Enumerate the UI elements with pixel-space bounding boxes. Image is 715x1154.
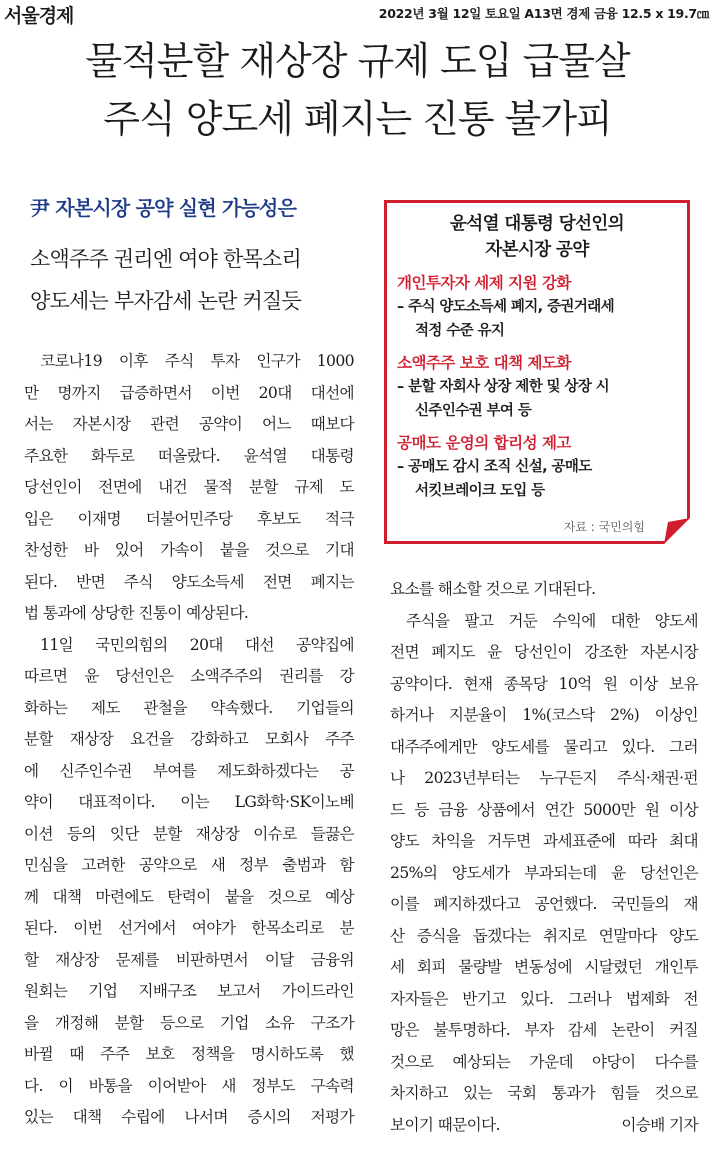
byline: 이승배 기자: [621, 1115, 698, 1134]
body-line: 대주주에게만 양도세를 물리고 있다. 그러: [390, 737, 698, 756]
body-line: 주식을 팔고 거둔 수익에 대한 양도세: [406, 611, 698, 630]
body-line: 께 대책 마련에도 탄력이 붙을 것으로 예상: [24, 887, 354, 906]
body-line: 11일 국민의힘의 20대 대선 공약집에: [40, 635, 354, 654]
pledge-box-title-line-1: 윤석열 대통령 당선인의: [449, 214, 625, 234]
body-line: 서는 자본시장 관련 공약이 어느 때보다: [24, 415, 354, 433]
headline: [0, 32, 715, 148]
body-line: 있는 대책 수립에 나서며 증시의 저평가: [24, 1108, 354, 1126]
body-line: 화하는 제도 관철을 약속했다. 기업들의: [24, 698, 354, 717]
body-line: 보이기 때문이다.: [390, 1115, 500, 1134]
body-line: 에 신주인수권 부여를 제도화하겠다는 공: [24, 761, 354, 780]
body-line: 것으로 예상되는 가운데 야당이 다수를: [390, 1052, 698, 1071]
headline-line-1: 물적분할 재상장 규제 도입 급물살: [85, 39, 630, 83]
body-line: 하거나 지분율이 1%(코스닥 2%) 이상인: [390, 706, 698, 724]
body-line: 망은 불투명하다. 부자 감세 논란이 커질: [390, 1021, 698, 1039]
body-line: 찬성한 바 있어 가속이 붙을 것으로 기대: [24, 541, 354, 559]
subhead-line-2: 양도세는 부자감세 논란 커질듯: [30, 289, 301, 313]
masthead: [0, 0, 715, 26]
body-line: 주요한 화두로 떠올랐다. 윤석열 대통령: [24, 446, 354, 465]
pledge-item-line: – 주식 양도소득세 폐지, 증권거래세: [397, 299, 615, 315]
newspaper-name: 서울경제: [4, 5, 74, 27]
article-column-right: [390, 574, 698, 1141]
body-line: 요소를 해소할 것으로 기대된다.: [390, 580, 596, 598]
pledge-box-title-line-2: 자본시장 공약: [485, 240, 589, 260]
subhead-line-1: 소액주주 권리엔 여야 한목소리: [30, 247, 301, 271]
dateline: 2022년 3월 12일 토요일 A13면 경제 금융 12.5 x 19.7㎝: [378, 6, 709, 21]
pledge-item: [397, 375, 687, 423]
body-line: 세 회피 물량발 변동성에 시달렸던 개인투: [390, 958, 698, 976]
body-line: 이션 등의 잇단 분할 재상장 이슈로 들끓은: [24, 824, 354, 843]
pledge-item: [397, 295, 687, 343]
body-line: 분할 재상장 요건을 강화하고 모회사 주주: [24, 730, 354, 748]
body-line: 양도 차익을 거두면 과세표준에 따라 최대: [390, 832, 698, 850]
body-line: 만 명까지 급증하면서 이번 20대 대선에: [24, 383, 354, 402]
pledge-section-heading: 개인투자자 세제 지원 강화: [397, 274, 571, 292]
page-curl-icon: [664, 518, 690, 544]
kicker: 尹 자본시장 공약 실현 가능성은: [30, 196, 297, 220]
subheadline: [30, 238, 370, 322]
pledge-box-title: [387, 211, 687, 263]
body-line: 된다. 이번 선거에서 여야가 한목소리로 분: [24, 919, 354, 937]
body-line: 산 증식을 돕겠다는 취지로 연말마다 양도: [390, 926, 698, 945]
body-line: 할 재상장 문제를 비판하면서 이달 금융위: [24, 950, 354, 969]
pledge-section: [387, 351, 687, 423]
body-line: 입은 이재명 더불어민주당 후보도 적극: [24, 509, 354, 528]
body-line: 자자들은 반기고 있다. 그러나 법제화 전: [390, 989, 698, 1008]
pledge-item-line: – 분할 자회사 상장 제한 및 상장 시: [397, 379, 610, 395]
headline-line-2: 주식 양도세 폐지는 진통 불가피: [103, 97, 612, 141]
body-line: 원회는 기업 지배구조 보고서 가이드라인: [24, 982, 354, 1000]
body-line: 따르면 윤 당선인은 소액주주의 권리를 강: [24, 667, 354, 685]
body-line: 을 개정해 분할 등으로 기업 소유 구조가: [24, 1013, 354, 1032]
pledge-item-line: – 공매도 감시 조직 신설, 공매도: [397, 459, 592, 475]
body-line: 나 2023년부터는 누구든지 주식·채권·펀: [390, 769, 698, 787]
body-line: 공약이다. 현재 종목당 10억 원 이상 보유: [390, 674, 698, 693]
pledge-box: [384, 200, 690, 544]
body-line: 25%의 양도세가 부과되는데 윤 당선인은: [390, 863, 698, 882]
body-line: 된다. 반면 주식 양도소득세 전면 폐지는: [24, 572, 354, 591]
pledge-item: [397, 455, 687, 503]
article-column-left: [24, 346, 354, 1134]
last-line-with-byline: [390, 1110, 698, 1142]
body-line: 바뀔 때 주주 보호 정책을 명시하도록 했: [24, 1045, 354, 1063]
body-line: 이를 폐지하겠다고 공언했다. 국민들의 재: [390, 895, 698, 913]
pledge-section: [387, 431, 687, 503]
body-line: 차지하고 있는 국회 통과가 힘들 것으로: [390, 1084, 698, 1102]
pledge-section-heading: 공매도 운영의 합리성 제고: [397, 434, 571, 452]
body-line: 법 통과에 상당한 진통이 예상된다.: [24, 604, 249, 622]
body-line: 약이 대표적이다. 이는 LG화학·SK이노베: [24, 793, 354, 811]
pledge-section-heading: 소액주주 보호 대책 제도화: [397, 354, 571, 372]
pledge-item-line: 적정 수준 유지: [415, 323, 505, 339]
pledge-section: [387, 271, 687, 343]
body-line: 코로나19 이후 주식 투자 인구가 1000: [40, 352, 354, 370]
body-line: 드 등 금융 상품에서 연간 5000만 원 이상: [390, 800, 698, 819]
pledge-item-line: 신주인수권 부여 등: [415, 403, 532, 419]
body-line: 전면 폐지도 윤 당선인이 강조한 자본시장: [390, 643, 698, 661]
body-line: 당선인이 전면에 내건 물적 분할 규제 도: [24, 478, 354, 496]
body-line: 민심을 고려한 공약으로 새 정부 출범과 함: [24, 856, 354, 874]
pledge-item-line: 서킷브레이크 도입 등: [415, 483, 545, 499]
body-line: 다. 이 바통을 이어받아 새 정부도 구속력: [24, 1076, 354, 1095]
pledge-box-source: 자료 : 국민의힘: [563, 520, 645, 534]
